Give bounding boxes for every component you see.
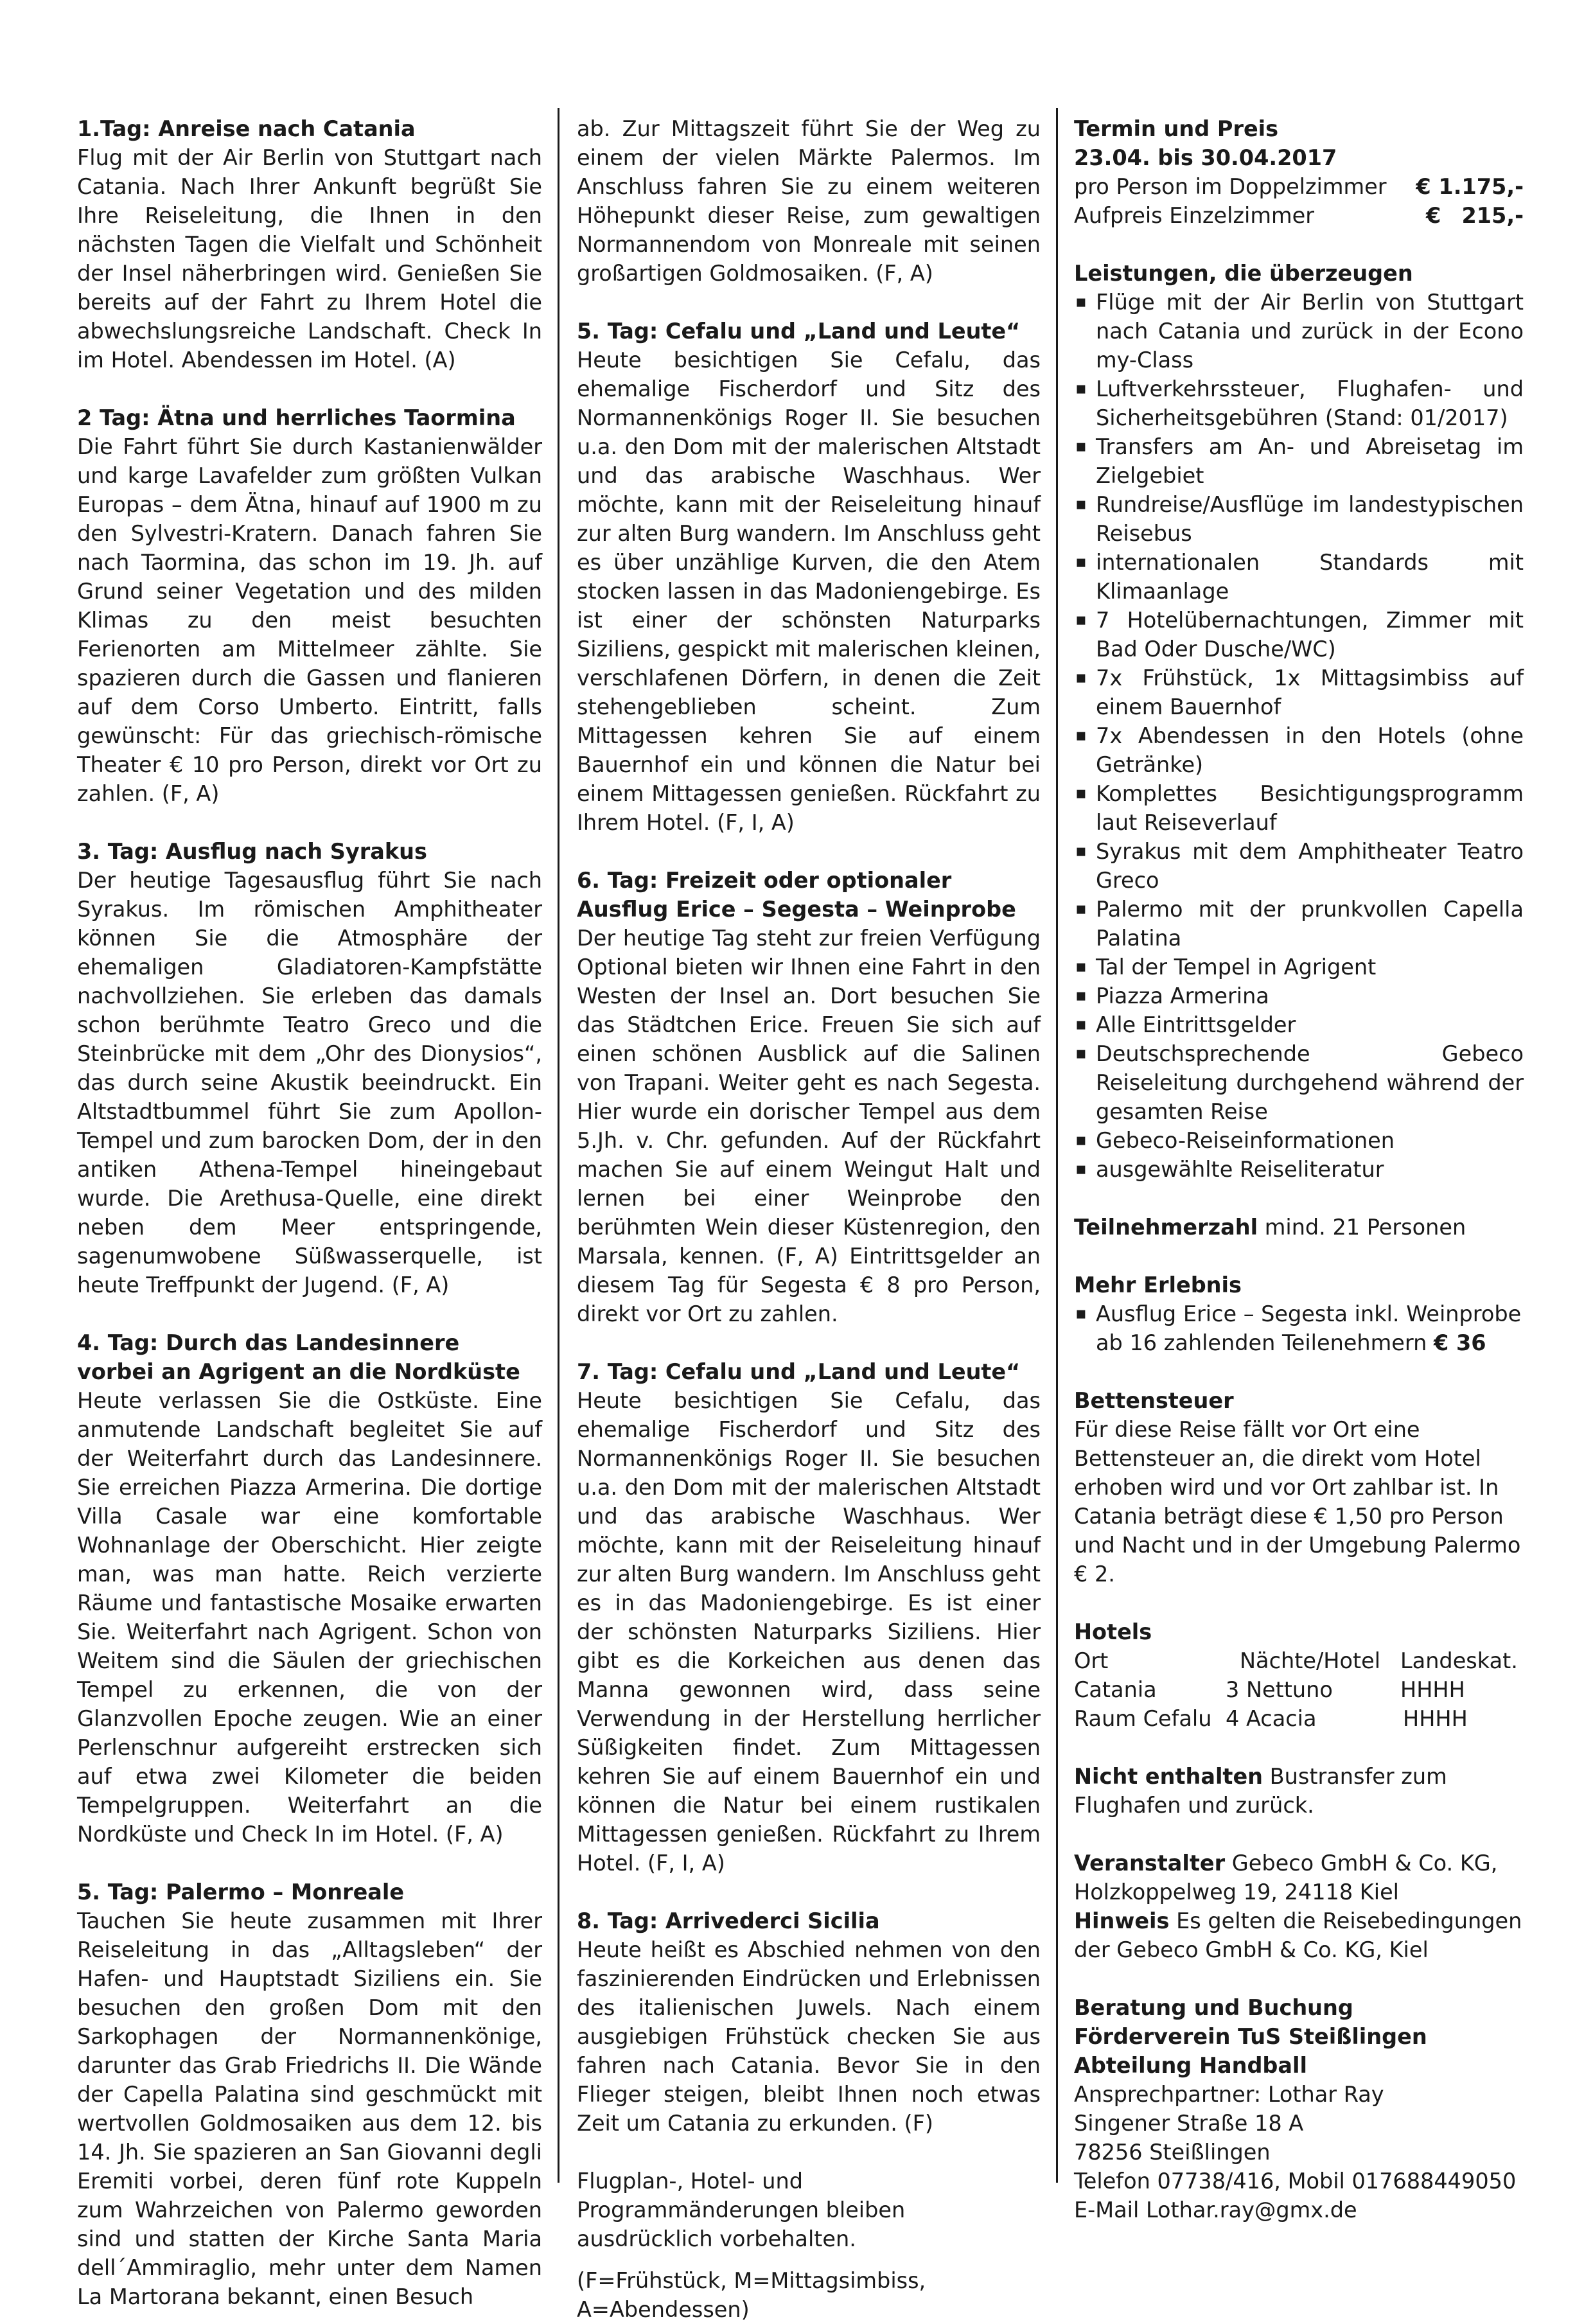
- veranstalter-label: Veranstalter: [1074, 1851, 1226, 1876]
- bettensteuer-heading: Bettensteuer: [1074, 1388, 1234, 1413]
- itinerary-column-1: [77, 114, 542, 2311]
- day-7-section: [577, 1357, 1041, 1878]
- hotels-table: [1074, 1646, 1518, 1733]
- list-item: [1074, 490, 1524, 548]
- list-item: [1074, 664, 1524, 721]
- list-item-text: Piazza Armerina: [1096, 983, 1269, 1008]
- termin-preis-section: [1074, 114, 1524, 230]
- teilnehmer-value: mind. 21 Personen: [1264, 1215, 1466, 1240]
- mehr-erlebnis-heading: Mehr Erlebnis: [1074, 1272, 1242, 1298]
- bullet-icon: ▪: [1075, 610, 1087, 629]
- nicht-enthalten-value: Bustransfer zum Flughafen und zurück.: [1074, 1764, 1447, 1818]
- day-3-text: Der heutige Tagesausflug führt Sie nach Syrakus. Im römischen Amphitheater können Sie die Atmosphäre der ehemaligen Gladiatoren-Kampfstätte nachvollziehen. Sie erleben das damals schon berühmte Teatro Greco und die Steinbrücke mit dem „Ohr des Dionysios“, das durch seine Akustik beeindruckt. Ein Altstadtbummel führt Sie zum Apollon-Tempel und zum barocken Dom, der in den antiken Athena-Tempel hineingebaut wurde. Die Arethusa-Quelle, eine direkt neben dem Meer entspringende, sagenumwobene Süßwasserquelle, ist heute Treffpunkt der Jugend. (F, A): [77, 868, 542, 1298]
- list-item-text: Transfers am An- und Abreisetag im Zielgebiet: [1096, 434, 1524, 488]
- changes-note: Flugplan-, Hotel- und Programmänderungen bleiben ausdrücklich vorbehalten.: [577, 2169, 906, 2251]
- day-1-section: [77, 114, 542, 374]
- teilnehmer-section: [1074, 1213, 1524, 1242]
- list-item: [1074, 1299, 1524, 1357]
- teilnehmer-line: [1074, 1213, 1524, 1242]
- bullet-icon: ▪: [1075, 841, 1087, 861]
- bullet-icon: ▪: [1075, 899, 1087, 919]
- mehr-erlebnis-section: [1074, 1271, 1524, 1357]
- bullet-icon: ▪: [1075, 986, 1087, 1005]
- price-single-label: Aufpreis Einzelzimmer: [1074, 203, 1315, 228]
- table-header-cell: Ort: [1074, 1648, 1109, 1673]
- price-double-row: [1074, 172, 1524, 201]
- bullet-icon: ▪: [1075, 379, 1087, 398]
- leistungen-section: [1074, 259, 1524, 1184]
- day-3-section: [77, 837, 542, 1299]
- list-item-text: 7x Frühstück, 1x Mittagsimbiss auf einem Bauernhof: [1096, 665, 1524, 719]
- leistungen-list: [1074, 288, 1524, 1184]
- day-1-heading: 1.Tag: Anreise nach Catania: [77, 116, 416, 141]
- list-item: [1074, 895, 1524, 953]
- list-item-text: Deutschsprechende Gebeco Reiseleitung durchgehend während der gesamten Reise: [1096, 1041, 1524, 1124]
- day-6-section: [577, 866, 1041, 1328]
- erlebnis-item-text: Ausflug Erice – Segesta inkl. Weinprobe ab 16 zahlenden Teilenehmern: [1096, 1301, 1522, 1355]
- list-item-text: Alle Eintrittsgelder: [1096, 1012, 1296, 1037]
- day-2-section: [77, 403, 542, 808]
- list-item-text: 7 Hotelübernachtungen, Zimmer mit Bad Oder Dusche/WC): [1096, 608, 1524, 662]
- list-item-text: Gebeco-Reiseinformationen: [1096, 1128, 1395, 1153]
- bullet-icon: ▪: [1075, 495, 1087, 514]
- price-double-label: pro Person im Doppelzimmer: [1074, 174, 1387, 199]
- termin-heading: Termin und Preis: [1074, 116, 1279, 141]
- list-item: [1074, 548, 1524, 606]
- table-header-cell: Nächte/Hotel: [1240, 1648, 1381, 1673]
- list-item: [1074, 1126, 1524, 1155]
- hinweis-label: Hinweis: [1074, 1908, 1170, 1933]
- list-item-text: ausgewählte Reiseliteratur: [1096, 1157, 1384, 1182]
- contact-email: E-Mail Lothar.ray@gmx.de: [1074, 2197, 1357, 2223]
- abteilung-name: Abteilung Handball: [1074, 2053, 1307, 2078]
- veranstalter-line: [1074, 1849, 1524, 1906]
- beratung-heading: Beratung und Buchung: [1074, 1995, 1353, 2020]
- nicht-enthalten-line: [1074, 1762, 1524, 1820]
- hotels-section: [1074, 1617, 1524, 1733]
- hinweis-line: [1074, 1906, 1524, 1964]
- info-column: [1074, 114, 1524, 2224]
- bullet-icon: ▪: [1075, 668, 1087, 687]
- bullet-icon: ▪: [1075, 1159, 1087, 1179]
- day-2-text: Die Fahrt führt Sie durch Kastanienwälder und karge Lavafelder zum größten Vulkan Europas – dem Ätna, hinauf auf 1900 m zu den Sylvestri-Kratern. Danach fahren Sie nach Taormina, das schon im 19. Jh. auf Grund seiner Vegetation und des milden Klimas zu den meist besuchten Ferienorten am Mittelmeer zählte. Sie spazieren durch die Gassen und flanieren auf dem Corso Umberto. Eintritt, falls gewünscht: Für das griechisch-römische Theater € 10 pro Person, direkt vor Ort zu zahlen. (F, A): [77, 434, 542, 806]
- hinweis-value: Es gelten die Reisebedingungen der Gebeco GmbH & Co. KG, Kiel: [1074, 1908, 1522, 1962]
- verein-name: Förderverein TuS Steißlingen: [1074, 2024, 1427, 2049]
- table-cell: Raum Cefalu: [1074, 1706, 1212, 1731]
- list-item: [1074, 606, 1524, 664]
- bullet-icon: ▪: [1075, 1304, 1087, 1323]
- notes-section: [577, 2167, 1041, 2324]
- day-5-cefalu-section: [577, 317, 1041, 837]
- column-divider-right: [1056, 108, 1058, 2183]
- day-6-text: Der heutige Tag steht zur freien Verfügung Optional bieten wir Ihnen eine Fahrt in den Westen der Insel an. Dort besuchen Sie das Städtchen Erice. Freuen Sie sich auf einen schönen Ausblick auf die Salinen von Trapani. Weiter geht es nach Segesta. Hier wurde ein dorischer Tempel aus dem 5.Jh. v. Chr. gefunden. Auf der Rückfahrt machen Sie auf einem Weingut Halt und lernen bei einer Weinprobe den berühmten Wein dieser Küstenregion, den Marsala, kennen. (F, A) Eintrittsgelder an diesem Tag für Segesta € 8 pro Person, direkt vor Ort zu zahlen.: [577, 926, 1041, 1326]
- day-1-text: Flug mit der Air Berlin von Stuttgart nach Catania. Nach Ihrer Ankunft begrüßt Sie Ihre Reiseleitung, die Ihnen in den nächsten Tagen die Vielfalt und Schönheit der Insel näherbringen wird. Genießen Sie bereits auf der Fahrt zu Ihrem Hotel die abwechslungsreiche Landschaft. Check In im Hotel. Abendessen im Hotel. (A): [77, 145, 542, 373]
- bullet-icon: ▪: [1075, 552, 1087, 572]
- list-item-text: Tal der Tempel in Agrigent: [1096, 955, 1377, 980]
- contact-phone: Telefon 07738/416, Mobil 017688449050: [1074, 2169, 1517, 2194]
- price-single-amount: 215,-: [1461, 203, 1524, 228]
- hotels-heading: Hotels: [1074, 1619, 1152, 1644]
- price-single-row: [1074, 201, 1524, 230]
- price-single-value: [1426, 201, 1524, 230]
- table-cell: 4 Acacia: [1226, 1706, 1317, 1731]
- veranstalter-value: Gebeco GmbH & Co. KG, Holzkoppelweg 19, 24118 Kiel: [1074, 1851, 1498, 1905]
- day-3-heading: 3. Tag: Ausflug nach Syrakus: [77, 839, 427, 864]
- mehr-erlebnis-list: [1074, 1299, 1524, 1357]
- table-cell: 3 Nettuno: [1226, 1677, 1333, 1702]
- table-header-row: [1074, 1646, 1518, 1675]
- day-5-cefalu-heading: 5. Tag: Cefalu und „Land und Leute“: [577, 319, 1021, 344]
- day-8-heading: 8. Tag: Arrivederci Sicilia: [577, 1908, 880, 1933]
- veranstalter-section: [1074, 1849, 1524, 1964]
- list-item-text: 7x Abendessen in den Hotels (ohne Getränke): [1096, 723, 1524, 777]
- bettensteuer-text: Für diese Reise fällt vor Ort eine Bettensteuer an, die direkt vom Hotel erhoben wird und vor Ort zahlbar ist. In Catania beträgt diese € 1,50 pro Person und Nacht und in der Umgebung Palermo € 2.: [1074, 1417, 1521, 1587]
- day-7-heading: 7. Tag: Cefalu und „Land und Leute“: [577, 1359, 1021, 1384]
- table-cell: HHHH: [1403, 1706, 1468, 1731]
- beratung-section: [1074, 1993, 1524, 2224]
- day-5-palermo-heading: 5. Tag: Palermo – Monreale: [77, 1879, 405, 1905]
- day-5-palermo-continuation: [577, 114, 1041, 288]
- day-6-heading: 6. Tag: Freizeit oder optionaler Ausflug Erice – Segesta – Weinprobe: [577, 868, 1016, 922]
- bullet-icon: ▪: [1075, 726, 1087, 745]
- bullet-icon: ▪: [1075, 292, 1087, 312]
- day-4-heading: 4. Tag: Durch das Landesinnere vorbei an Agrigent an die Nordküste: [77, 1330, 520, 1384]
- list-item: [1074, 953, 1524, 982]
- contact-person: Ansprechpartner: Lothar Ray: [1074, 2082, 1384, 2107]
- list-item: [1074, 1010, 1524, 1039]
- list-item-text: Rundreise/Ausflüge im landestypischen Reisebus: [1096, 492, 1524, 546]
- list-item-text: Syrakus mit dem Amphitheater Teatro Greco: [1096, 839, 1524, 893]
- list-item: [1074, 1039, 1524, 1126]
- day-4-text: Heute verlassen Sie die Ostküste. Eine anmutende Landschaft begleitet Sie auf der Weiterfahrt durch das Landesinnere. Sie erreichen Piazza Armerina. Die dortige Villa Casale war eine komfortable Wohnanlage der Oberschicht. Hier zeigte man, was man hatte. Reich verzierte Räume und fantastische Mosaike erwarten Sie. Weiterfahrt nach Agrigent. Schon von Weitem sind die Säulen der griechischen Tempel zu erkennen, die von der Glanzvollen Epoche zeugen. Wie an einer Perlenschnur aufgereiht erstrecken sich auf etwa zwei Kilometer die beiden Tempelgruppen. Weiterfahrt an die Nordküste und Check In im Hotel. (F, A): [77, 1388, 542, 1847]
- table-row: [1074, 1675, 1518, 1704]
- day-8-text: Heute heißt es Abschied nehmen von den faszinierenden Eindrücken und Erlebnissen des italienischen Juwels. Nach einem ausgiebigen Frühstück checken Sie aus fahren nach Catania. Bevor Sie in den Flieger steigen, bleibt Ihnen noch etwas Zeit um Catania zu erkunden. (F): [577, 1937, 1041, 2136]
- table-header-cell: Landeskat.: [1400, 1648, 1518, 1673]
- list-item: [1074, 837, 1524, 895]
- list-item: [1074, 374, 1524, 432]
- bullet-icon: ▪: [1075, 784, 1087, 803]
- list-item: [1074, 982, 1524, 1010]
- day-8-section: [577, 1906, 1041, 2138]
- day-5-palermo-text: Tauchen Sie heute zusammen mit Ihrer Reiseleitung in das „Alltagsleben“ der Hafen- und Hauptstadt Siziliens ein. Sie besuchen den großen Dom mit den Sarkophagen der Normannenkönige, darunter das Grab Friedrichs II. Die Wände der Capella Palatina sind geschmückt mit wertvollen Goldmosaiken aus dem 12. bis 14. Jh. Sie spazieren an San Giovanni degli Eremiti vorbei, deren fünf rote Kuppeln zum Wahrzeichen von Palermo geworden sind und statten der Kirche Santa Maria dell´Ammiraglio, mehr unter dem Namen La Martorana bekannt, einen Besuch: [77, 1908, 542, 2309]
- day-2-heading: 2 Tag: Ätna und herrliches Taormina: [77, 405, 516, 430]
- meal-legend: (F=Frühstück, M=Mittagsimbiss, A=Abendessen): [577, 2268, 926, 2322]
- erlebnis-price: € 36: [1433, 1330, 1486, 1355]
- table-cell: Catania: [1074, 1677, 1157, 1702]
- table-row: [1074, 1704, 1518, 1733]
- column-divider-left: [558, 108, 559, 2183]
- contact-city: 78256 Steißlingen: [1074, 2140, 1271, 2165]
- list-item: [1074, 779, 1524, 837]
- day-7-text: Heute besichtigen Sie Cefalu, das ehemalige Fischerdorf und Sitz des Normannenkönigs Roger II. Sie besuchen u.a. den Dom mit der malerischen Altstadt und das arabische Waschhaus. Wer möchte, kann mit der Reiseleitung hinauf zur alten Burg wandern. Im Anschluss geht es in das Madoniengebirge. Es ist einer der schönsten Naturparks Siziliens. Hier gibt es die Korkeichen aus denen das Manna gewonnen wird, dass seine Verwendung in der Herstellung herrlicher Süßigkeiten findet. Zum Mittagessen kehren Sie auf einem Bauernhof ein und können die Natur bei einem rustikalen Mittagessen genießen. Rückfahrt zu Ihrem Hotel. (F, I, A): [577, 1388, 1041, 1876]
- list-item-text: Palermo mit der prunkvollen Capella Palatina: [1096, 897, 1524, 951]
- list-item: [1074, 1155, 1524, 1184]
- day-5-palermo-section: [77, 1878, 542, 2311]
- list-item-text: Komplettes Besichtigungsprogramm laut Reiseverlauf: [1096, 781, 1524, 835]
- price-single-currency: €: [1426, 203, 1441, 228]
- day-5-cefalu-text: Heute besichtigen Sie Cefalu, das ehemalige Fischerdorf und Sitz des Normannenkönigs Roger II. Sie besuchen u.a. den Dom mit der malerischen Altstadt und das arabische Waschhaus. Wer möchte, kann mit der Reiseleitung hinauf zur alten Burg wandern. Im Anschluss geht es über unzählige Kurven, die den Atem stocken lassen in das Madoniengebirge. Es ist einer der schönsten Naturparks Siziliens, gespickt mit malerischen kleinen, verschlafenen Dörfern, in denen die Zeit stehengeblieben scheint. Zum Mittagessen kehren Sie auf einem Bauernhof ein und können die Natur bei einem Mittagessen genießen. Rückfahrt zu Ihrem Hotel. (F, I, A): [577, 348, 1041, 835]
- price-double-value: € 1.175,-: [1416, 174, 1524, 199]
- list-item: [1074, 721, 1524, 779]
- continuation-text: ab. Zur Mittagszeit führt Sie der Weg zu einem der vielen Märkte Palermos. Im Anschluss fahren Sie zu einem weiteren Höhepunkt dieser Reise, zum gewaltigen Normannendom von Monreale mit seinen großartigen Goldmosaiken. (F, A): [577, 116, 1041, 286]
- bullet-icon: ▪: [1075, 437, 1087, 456]
- bettensteuer-section: [1074, 1386, 1524, 1589]
- nicht-enthalten-label: Nicht enthalten: [1074, 1764, 1263, 1789]
- termin-dates: 23.04. bis 30.04.2017: [1074, 145, 1337, 170]
- bullet-icon: ▪: [1075, 1131, 1087, 1150]
- list-item: [1074, 288, 1524, 374]
- teilnehmer-label: Teilnehmerzahl: [1074, 1215, 1258, 1240]
- list-item-text: Flüge mit der Air Berlin von Stuttgart nach Catania und zurück in der Econo my-Class: [1096, 290, 1524, 373]
- list-item-text: internationalen Standards mit Klimaanlage: [1096, 550, 1524, 604]
- bullet-icon: ▪: [1075, 1015, 1087, 1034]
- itinerary-column-2: [577, 114, 1041, 2324]
- day-4-section: [77, 1328, 542, 1849]
- contact-street: Singener Straße 18 A: [1074, 2111, 1304, 2136]
- leistungen-heading: Leistungen, die überzeugen: [1074, 261, 1413, 286]
- list-item: [1074, 432, 1524, 490]
- nicht-enthalten-section: [1074, 1762, 1524, 1820]
- bullet-icon: ▪: [1075, 1044, 1087, 1063]
- table-cell: HHHH: [1400, 1677, 1465, 1702]
- list-item-text: Luftverkehrssteuer, Flughafen- und Sicherheitsgebühren (Stand: 01/2017): [1096, 376, 1524, 430]
- bullet-icon: ▪: [1075, 957, 1087, 976]
